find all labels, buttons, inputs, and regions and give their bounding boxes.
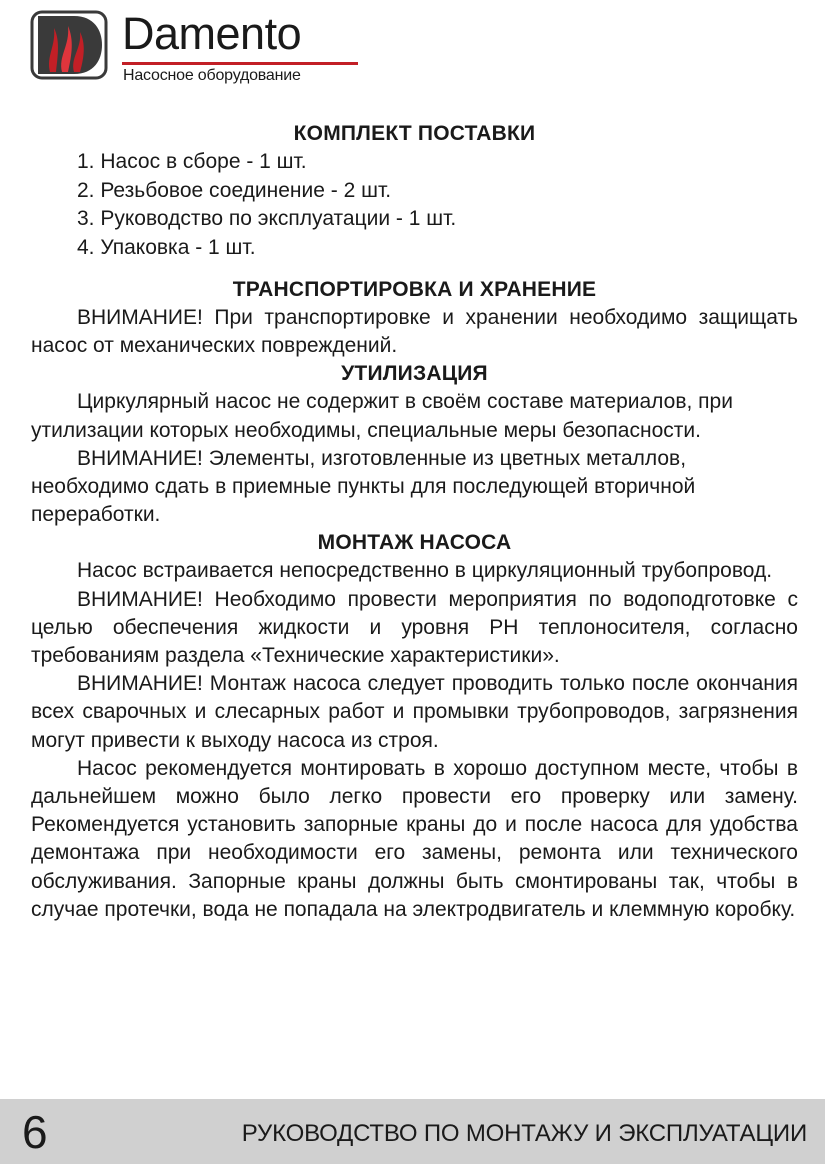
mounting-paragraph-3: ВНИМАНИЕ! Монтаж насоса следует проводить только после окончания всех сварочных и слесарных работ и промывки трубопроводов, загрязнения могут привести к выходу насоса из строя.	[31, 672, 798, 752]
page-content	[31, 120, 798, 924]
kit-item: 1. Насос в сборе - 1 шт.	[77, 150, 307, 173]
mounting-paragraph-4: Насос рекомендуется монтировать в хорошо доступном месте, чтобы в дальнейшем можно было легко провести его проверку или замену. Рекомендуется установить запорные краны до и после насоса для удобства демонтажа при необходимости его замены, ремонта или технического обслуживания. Запорные краны должны быть смонтированы так, чтобы в случае протечки, вода не попадала на электродвигатель и клеммную коробку.	[31, 756, 798, 921]
brand-logo	[30, 10, 370, 84]
damento-logo-icon	[30, 10, 108, 80]
kit-item: 4. Упаковка - 1 шт.	[77, 235, 256, 259]
transport-paragraph: ВНИМАНИЕ! При транспортировке и хранении необходимо защищать насос от механических повреждений.	[31, 306, 798, 358]
disposal-paragraph: Циркулярный насос не содержит в своём составе материалов, при утилизации которых необходимы, специальные меры безопасности.	[31, 390, 733, 442]
kit-list	[31, 148, 798, 262]
disposal-warning: ВНИМАНИЕ! Элементы, изготовленные из цветных металлов, необходимо сдать в приемные пункты для последующей вторичной переработки.	[31, 446, 696, 527]
mounting-paragraph-2: ВНИМАНИЕ! Необходимо провести мероприятия по водоподготовке с целью обеспечения жидкости и уровня PH теплоносителя, согласно требованиям раздела «Технические характеристики».	[31, 587, 798, 668]
page-number: 6	[22, 1106, 48, 1158]
mounting-paragraph-1: Насос встраивается непосредственно в циркуляционный трубопровод.	[77, 559, 773, 583]
brand-rule	[122, 62, 358, 65]
brand-name: Damento	[122, 8, 302, 59]
mounting-heading: МОНТАЖ НАСОСА	[317, 531, 512, 555]
footer-title: РУКОВОДСТВО ПО МОНТАЖУ И ЭКСПЛУАТАЦИИ	[241, 1120, 807, 1147]
disposal-heading: УТИЛИЗАЦИЯ	[341, 362, 488, 386]
page-footer	[0, 1099, 825, 1164]
kit-heading: КОМПЛЕКТ ПОСТАВКИ	[293, 122, 536, 145]
kit-item: 2. Резьбовое соединение - 2 шт.	[77, 178, 392, 202]
brand-subtitle: Насосное оборудование	[123, 67, 301, 84]
kit-item: 3. Руководство по эксплуатации - 1 шт.	[77, 207, 457, 230]
transport-heading: ТРАНСПОРТИРОВКА И ХРАНЕНИЕ	[232, 278, 597, 301]
